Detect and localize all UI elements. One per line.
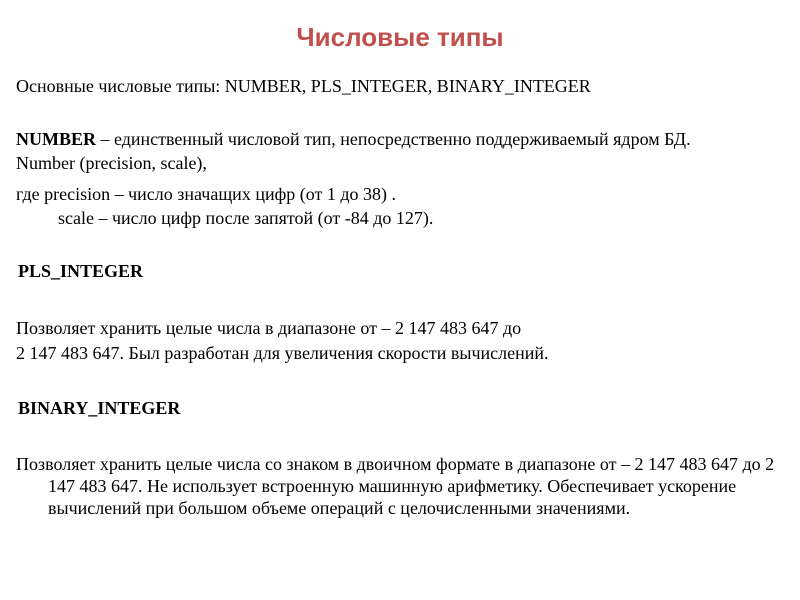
number-syntax: Number (precision, scale),	[16, 153, 207, 173]
pls-integer-line-1: Позволяет хранить целые числа в диапазоне от – 2 147 483 647 до	[16, 318, 522, 338]
pls-integer-line-2: 2 147 483 647. Был разработан для увеличения скорости вычислений.	[16, 343, 549, 363]
number-scale: scale – число цифр после запятой (от -84 до 127).	[58, 208, 434, 228]
number-precision: где precision – число значащих цифр (от 1 до 38) .	[16, 184, 397, 204]
number-definition	[16, 128, 691, 150]
slide-title: Числовые типы	[296, 22, 504, 52]
number-term: NUMBER	[16, 129, 96, 149]
number-definition-text: – единственный числовой тип, непосредственно поддерживаемый ядром БД.	[96, 129, 691, 149]
binary-integer-heading: BINARY_INTEGER	[18, 398, 181, 418]
binary-integer-text: Позволяет хранить целые числа со знаком в двоичном формате в диапазоне от – 2 147 483 647 до 2 147 483 647. Не использует встроенную машинную арифметику. Обеспечивает ускорение вычислений при большом объеме операций с целочисленными значениями.	[16, 454, 775, 518]
intro-text: Основные числовые типы: NUMBER, PLS_INTEGER, BINARY_INTEGER	[16, 76, 591, 96]
pls-integer-heading: PLS_INTEGER	[18, 261, 144, 281]
